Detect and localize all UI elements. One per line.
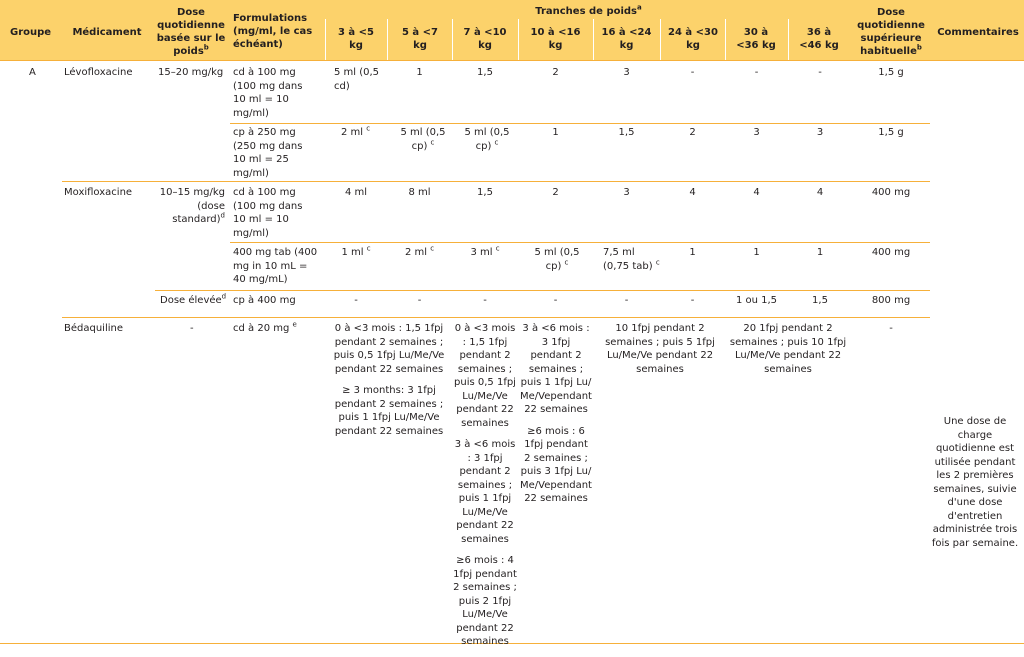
header-band-4: 10 à <16 kg — [530, 27, 581, 51]
dose-cell: 4 — [753, 187, 760, 198]
dose-cell: 2 ml $^c$ — [341, 124, 371, 138]
regimen-text: 3 à <6 mois : 3 1fpj pendant 2 semaines ; puis 1 1fpj Lu/ Me/Vependant 22 semaines — [520, 323, 592, 415]
dose-cell: 1,5 — [812, 295, 828, 306]
header-band-5: 16 à <24 kg — [601, 27, 652, 51]
dose-cell: 3 ml $^c$ — [470, 244, 500, 258]
dose-cell: 7,5 ml (0,75 tab) $^c$ — [603, 247, 660, 272]
regimen-text: ≥6 mois : 4 1fpj pendant 2 semaines ; puis 2 1fpj Lu/Me/Ve pendant 22 semaines — [453, 555, 517, 647]
regimen-text: 0 à <3 mois : 1,5 1fpj pendant 2 semaines ; puis 0,5 1fpj Lu/Me/Ve pendant 22 semaines — [454, 323, 516, 429]
dose-cell: - — [483, 295, 487, 306]
header-formulations: Formulations (mg/ml, le cas échéant) — [233, 13, 313, 50]
dose-cell: - — [553, 295, 558, 306]
dose-cell: - — [624, 295, 629, 306]
header-band-3: 7 à <10 kg — [463, 27, 507, 51]
max-dose: 400 mg — [871, 187, 911, 198]
dose-cell: - — [354, 295, 358, 306]
dose-cell: 2 — [552, 67, 559, 78]
max-dose: - — [889, 323, 893, 334]
dose-cell: - — [754, 67, 759, 78]
formulation: cp à 250 mg (250 mg dans 10 ml = 25 mg/ml) — [233, 127, 303, 179]
header-band-7: 30 à <36 kg — [736, 27, 776, 51]
header-groupe: Groupe — [10, 27, 52, 38]
formulation: 400 mg tab (400 mg in 10 mL = 40 mg/mL) — [233, 247, 318, 285]
drug-dose: 10–15 mg/kg (dose standard)$^d$ — [159, 187, 225, 225]
dose-cell: 4 — [816, 187, 824, 198]
formulation: cp à 400 mg — [233, 295, 296, 306]
dose-cell — [453, 322, 517, 657]
dose-cell: - — [417, 295, 422, 306]
dose-cell: 5 ml (0,5 cp) $^c$ — [400, 127, 446, 152]
dose-cell: 2 — [689, 127, 696, 138]
dose-cell: 1 ou 1,5 — [735, 295, 778, 306]
formulation: cd à 100 mg (100 mg dans 10 ml = 10 mg/ml) — [233, 67, 303, 119]
dose-cell: 1,5 — [477, 187, 493, 198]
dose-cell: 1,5 — [477, 67, 493, 78]
dose-cell: 1 ml $^c$ — [341, 244, 371, 258]
header-dose-sup: Dose quotidienne supérieure habituelle$^b$ — [857, 7, 925, 57]
dose-cell: 3 — [753, 127, 760, 138]
max-dose: 1,5 g — [878, 127, 904, 138]
drug-dose: - — [190, 323, 194, 334]
dose-cell — [330, 322, 448, 446]
dose-cell: 2 ml $^c$ — [404, 244, 435, 258]
row-group: A — [29, 67, 36, 78]
dose-cell: 20 1fpj pendant 2 semaines ; puis 10 1fpj Lu/Me/Ve pendant 22 semaines — [729, 323, 847, 375]
regimen-text: 3 à <6 mois : 3 1fpj pendant 2 semaines ; puis 1 1fpj Lu/Me/Ve pendant 22 semaines — [454, 439, 516, 545]
dose-cell: 1,5 — [618, 127, 635, 138]
dose-cell: 4 — [689, 187, 696, 198]
dose-cell: 1 — [416, 67, 423, 78]
dose-cell: - — [690, 295, 695, 306]
header-band-6: 24 à <30 kg — [668, 27, 718, 51]
header-band-8: 36 à <46 kg — [799, 27, 839, 51]
dose-cell: 3 — [816, 127, 824, 138]
drug-name: Bédaquiline — [64, 323, 123, 334]
regimen-text: ≥6 mois : 6 1fpj pendant 2 semaines ; puis 3 1fpj Lu/ Me/Vependant 22 semaines — [520, 425, 592, 504]
dose-cell: - — [818, 67, 822, 78]
dose-cell: 1 — [689, 247, 696, 258]
dose-cell: 3 — [623, 187, 630, 198]
max-dose: 1,5 g — [878, 67, 904, 78]
dose-cell: 3 — [623, 67, 630, 78]
max-dose: 800 mg — [871, 295, 911, 306]
drug-dose: 15–20 mg/kg — [158, 67, 224, 78]
regimen-text: 0 à <3 mois : 1,5 1fpj pendant 2 semaines ; puis 0,5 1fpj Lu/Me/Ve pendant 22 semaines — [333, 323, 445, 375]
comment-text: Une dose de charge quotidienne est utilisée pendant les 2 premières semaines, suivie d'une dose d'entretien administrée trois fois par semaine. — [931, 416, 1019, 549]
dose-cell — [520, 322, 592, 514]
formulation: cd à 20 mg $^e$ — [233, 320, 297, 334]
dose-cell: 8 ml — [408, 187, 431, 198]
dose-cell: 5 ml (0,5 cp) $^c$ — [534, 247, 580, 272]
dose-cell: 1 — [753, 247, 760, 258]
header-tranches: Tranches de poids$^a$ — [535, 3, 642, 17]
dose-cell: 1 — [552, 127, 559, 138]
dose-cell: - — [690, 67, 695, 78]
dose-cell: 5 ml (0,5 cd) — [334, 67, 380, 92]
dose-cell: 4 ml — [344, 187, 368, 198]
header-band-2: 5 à <7 kg — [401, 27, 438, 51]
header-commentaires: Commentaires — [937, 27, 1019, 38]
header-dose-base: Dose quotidienne basée sur le poids$^b$ — [156, 7, 226, 57]
drug-name: Moxifloxacine — [64, 187, 133, 198]
regimen-text: ≥ 3 months: 3 1fpj pendant 2 semaines ; puis 1 1fpj Lu/Me/Ve pendant 22 semaines — [334, 385, 444, 437]
max-dose: 400 mg — [871, 247, 911, 258]
dose-cell: 2 — [552, 187, 559, 198]
dose-cell: 5 ml (0,5 cp) $^c$ — [464, 127, 510, 152]
header-band-1: 3 à <5 kg — [337, 27, 374, 51]
drug-name: Lévofloxacine — [64, 67, 133, 78]
drug-dose: Dose élevée$^d$ — [160, 292, 227, 306]
formulation: cd à 100 mg (100 mg dans 10 ml = 10 mg/ml) — [233, 187, 303, 239]
dose-cell: 1 — [816, 247, 824, 258]
header-medicament: Médicament — [72, 27, 142, 38]
dose-cell: 10 1fpj pendant 2 semaines ; puis 5 1fpj Lu/Me/Ve pendant 22 semaines — [605, 323, 715, 375]
